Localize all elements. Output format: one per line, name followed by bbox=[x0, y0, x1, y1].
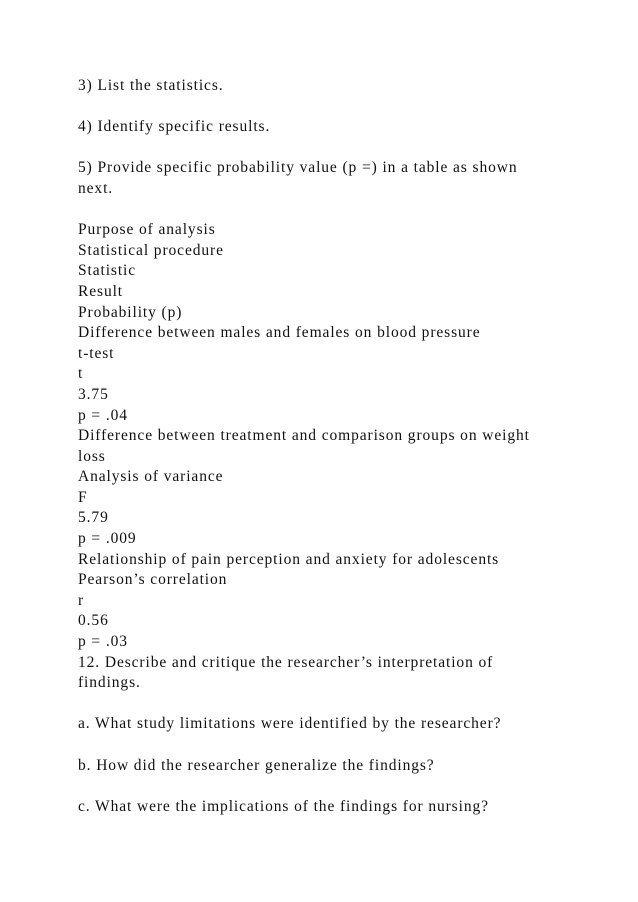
paragraph-gap bbox=[78, 776, 598, 797]
row2-purpose-line2: loss bbox=[78, 447, 106, 465]
paragraph-gap bbox=[78, 138, 598, 159]
row1-purpose: Difference between males and females on blood pressure bbox=[78, 324, 481, 342]
table-header-result: Result bbox=[78, 282, 124, 300]
row3-result: 0.56 bbox=[78, 612, 109, 630]
question-12-line2: findings. bbox=[78, 674, 141, 692]
table-header-procedure: Statistical procedure bbox=[78, 241, 224, 259]
step-4-text: 4) Identify specific results. bbox=[78, 118, 271, 136]
row3-statistic: r bbox=[78, 591, 85, 609]
row1-probability: p = .04 bbox=[78, 406, 128, 424]
row3-procedure: Pearson’s correlation bbox=[78, 571, 228, 589]
row1-statistic: t bbox=[78, 365, 84, 383]
row2-probability: p = .009 bbox=[78, 530, 137, 548]
row2-result: 5.79 bbox=[78, 509, 109, 527]
question-12-line1: 12. Describe and critique the researcher’s interpretation of bbox=[78, 653, 494, 671]
question-12a: a. What study limitations were identified by the researcher? bbox=[78, 715, 502, 733]
question-12b: b. How did the researcher generalize the findings? bbox=[78, 756, 435, 774]
row3-probability: p = .03 bbox=[78, 633, 128, 651]
row2-purpose-line1: Difference between treatment and comparison groups on weight bbox=[78, 427, 530, 445]
step-5-text-line1: 5) Provide specific probability value (p =) in a table as shown bbox=[78, 159, 518, 177]
row3-purpose: Relationship of pain perception and anxiety for adolescents bbox=[78, 550, 500, 568]
step-3-text: 3) List the statistics. bbox=[78, 77, 224, 94]
document-body bbox=[78, 76, 598, 817]
row1-result: 3.75 bbox=[78, 385, 109, 403]
step-5-text-line2: next. bbox=[78, 179, 114, 197]
row2-procedure: Analysis of variance bbox=[78, 468, 224, 486]
question-12c: c. What were the implications of the findings for nursing? bbox=[78, 797, 489, 815]
table-header-purpose: Purpose of analysis bbox=[78, 221, 216, 239]
row1-procedure: t-test bbox=[78, 344, 115, 362]
paragraph-gap bbox=[78, 200, 598, 221]
table-header-statistic: Statistic bbox=[78, 262, 137, 280]
paragraph-gap bbox=[78, 735, 598, 756]
table-header-probability: Probability (p) bbox=[78, 303, 183, 321]
paragraph-gap bbox=[78, 97, 598, 118]
row2-statistic: F bbox=[78, 488, 88, 506]
paragraph-gap bbox=[78, 694, 598, 715]
